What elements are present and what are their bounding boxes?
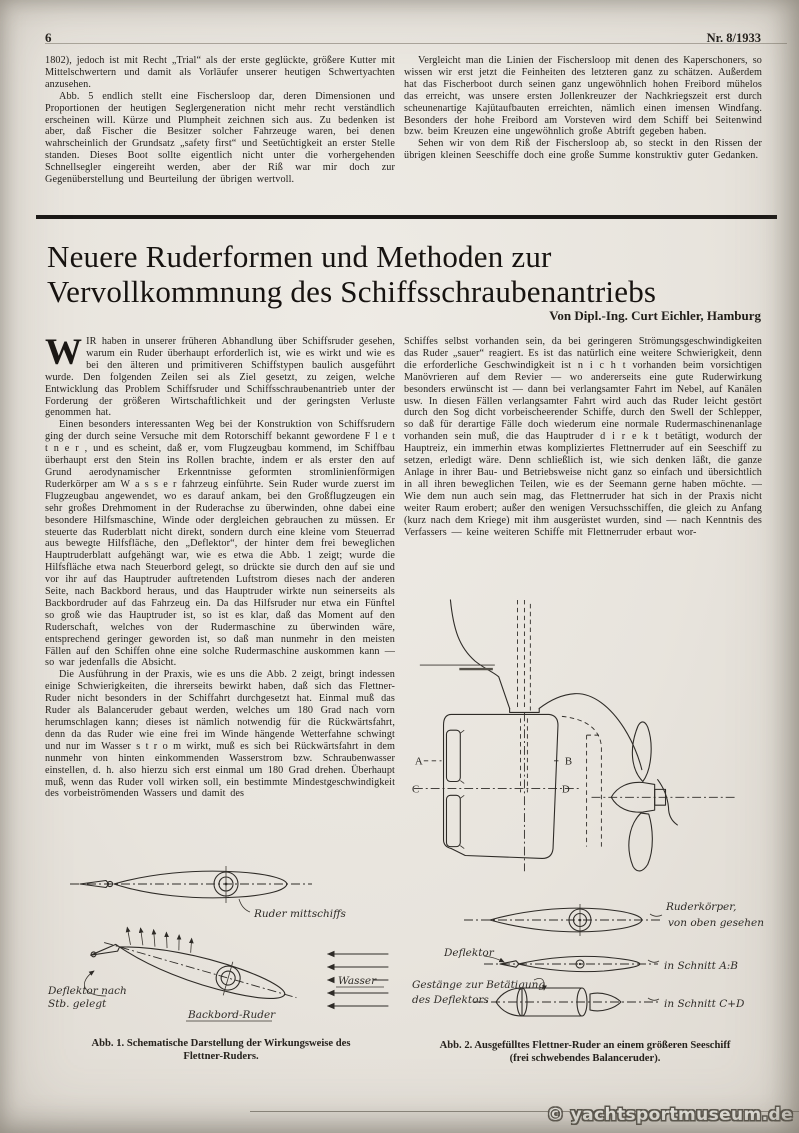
fig1-label-ruder-mittschiffs: Ruder mittschiffs <box>254 908 346 920</box>
fig2-label-ruderkoerper-line1: Ruderkörper, <box>666 901 737 913</box>
fig1-label-backbord-ruder: Backbord-Ruder <box>188 1009 276 1021</box>
fig2-letter-d: D <box>561 783 570 796</box>
intro-paragraph: Abb. 5 endlich stellt eine Fischersloop dar, deren Dimensionen und Proportionen der heutigen Seglergeneration nicht mehr recht verständlich erscheinen will. Kürze und Plumpheit zeichnen sich aus. Zu bedenken ist aber, daß Fischer die Besitzer solcher Fahrzeuge waren, bei denen wahrscheinlich der Grundsatz „safety first“ und Seetüchtigkeit an erster Stelle standen. Dieses Boot sollte eigentlich nicht unter die vorhergehenden Schnellsegler eingereiht werden, aber der Riß war mir doch zur Gegenüberstellung und Beurteilung der übrigen wertvoll. <box>45 90 395 186</box>
article-column-left <box>45 336 395 858</box>
fig1-label-deflektor-line2: Stb. gelegt <box>48 998 107 1010</box>
intro-paragraph: 1802), jedoch ist mit Recht „Trial“ als der erste geglückte, größere Kutter mit Mittelschwertern und damit als Vorläufer unserer heutigen Schwertyachten anzusehen. <box>45 55 395 90</box>
fig2-rudder-sections <box>404 890 778 1038</box>
figure-2-caption: Abb. 2. Ausgefülltes Flettner-Ruder an einem größeren Seeschiff (frei schwebendes Balanceruder). <box>439 1040 731 1064</box>
article-paragraph: WIR haben in unserer früheren Abhandlung über Schiffsruder gesehen, warum ein Ruder überhaupt erforderlich ist, wie es wirkt und wie es bei den älteren und primitiveren Schiffstypen baulich ausgeführt wurde. Den folgenden Zeilen sei als Ziel gesetzt, zu zeigen, welche Entwicklung das Problem Schiffsruder und Schiffsschraubenantrieb unter der Forderung der größeren Wirtschaftlichkeit und der geringsten Verluste genommen hat. <box>45 336 395 419</box>
watermark: © yachtsportmuseum.de <box>546 1105 793 1125</box>
fig2-hull-outline <box>420 600 678 825</box>
fig2-propeller <box>611 722 665 871</box>
article-paragraph: Einen besonders interessanten Weg bei der Konstruktion von Schiffsrudern ging der durch seine Versuche mit dem Rotorschiff bekannt gewordene F l e t t n e r , und es scheint, daß er, vom Flugzeugbau kommend, im Schiffbau überhaupt erst den Stein ins Rollen brachte, indem er als erster den auf Grund aerodynamischer Erkenntnisse geformten stromlinienförmigen Ruderkörper am W a s s e r fahrzeug einführte. Sein Ruder wurde zuerst im Flugzeugbau angewendet, wo es darauf ankam, bei den Großflugzeugen ein sehr großes Drehmoment in der Ruderachse zu überwinden, ohne dabei eine besondere Hilfsmaschine, Winde oder dergleichen gebrauchen zu müssen. Er steuerte das Ruderblatt nicht direkt, sondern durch eine kleine vom Steuerrad aus bewegte Hilfsfläche, den „Deflektor“, der hinter dem frei beweglichen Hauptruderblatt aufgehängt war, wie es etwa die Abb. 1 zeigt; wurde die Hilfsfläche etwa nach Steuerbord gelegt, so drückte sie durch den auf sie und vor ihr auf das Hauptruder auftretenden Luftstrom dieses nach der anderen Seite, nach Backbord heraus, und das Hauptruder wirkte nun seinerseits als Backbordruder auf das Fahrzeug ein. Da das Hilfsruder nur etwa ein Fünftel so groß wie das Hauptruder ist, so ist es klar, daß das Moment auf den Ruderschaft, welches von der Rudermaschine zu überwinden wäre, entsprechend geringer geworden ist, so daß man nunmehr in den meisten Fällen auf den Schiffen ohne eine solche Rudermaschine auskommen kann — so war jedenfalls die Absicht. <box>45 419 395 669</box>
article-title-line2: Vervollkommnung des Schiffsschraubenantriebs <box>47 274 657 309</box>
article-column-right <box>404 336 762 602</box>
fig2-section-cd <box>412 978 745 1016</box>
fig1-flettner-rudder-schematic <box>42 854 402 1036</box>
fig2-section-ab <box>443 947 738 972</box>
fig2-letter-c: C <box>411 783 420 796</box>
fig1-label-deflektor-line1: Deflektor nach <box>48 985 127 997</box>
article-paragraph: Schiffes selbst vorhanden sein, da bei geringeren Strömungsgeschwindigkeiten das Ruder „sauer“ reagiert. Es ist das natürlich eine weitere Schwierigkeit, denn die erforderliche Geschwindigkeit ist n i c h t vorhanden beim vorsichtigen Manövrieren auf dem Revier — wo andererseits eine gute Ruderwirkung besonders erwünscht ist — dann bei verlangsamter Fahrt im Nebel, auf Kanälen usw. In diesen Fällen verlangsamter Fahrt wird auch das Ruder leicht gestört durch den Sog dicht vorbeischeerender Schiffe, durch den Swell der Schlepper, so daß für derartige Fälle doch wiederum eine normale Rudermaschinenanlage vorhanden sein muß, die das Hauptruder d i r e k t betätigt, wodurch der Hauptreiz, ein immerhin etwas kompliziertes Flettnerruder auf ein Seeschiff zu setzen, erledigt wäre. Denn schließlich ist, wie sich denken läßt, die ganze Anlage in ihrer Bau- und Betriebsweise nicht ganz so einfach und übersichtlich in all ihren beweglichen Teilen, wie es der Seemann gerne haben möchte. — Wie dem nun auch sein mag, das Flettnerruder hat sich in der Praxis nicht weiter Raum erobert; außer den wenigen Versuchsschiffen, die gleich zu Anfang (kurz nach dem Kriege) mit ihm ausgerüstet wurden, sind — nach Kenntnis des Verfassers — keine weiteren Schiffe mit Flettnerruder erbaut wor- <box>404 336 762 538</box>
figure-2-section-views <box>404 890 778 1038</box>
figure-1-drawing <box>42 854 402 1036</box>
intro-paragraph: Vergleicht man die Linien der Fischersloop mit denen des Kaperschoners, so wissen wir erst jetzt die Feinheiten des letzteren ganz zu schätzen. Außerdem hat das Fischerboot durch seinen ganz ungewöhnlich hohen Freibord mühelos das erreicht, was unsere ersten Jollenkreuzer der Nachkriegszeit erst durch scheunenartige Kajütaufbauten erreichten, nämlich einen imensen Windfang. Besonders der hohe Freibord am Vorsteven wird dem Schiff bei Seitenwind bzw. beim Kreuzen eine ungewöhnlich große Abtrift gegeben haben. <box>404 55 762 138</box>
article-title <box>47 239 787 309</box>
figure-1-caption: Abb. 1. Schematische Darstellung der Wirkungsweise des Flettner-Ruders. <box>91 1038 351 1062</box>
fig2-letter-b: B <box>564 755 573 768</box>
fig2-stern-rudder-propeller <box>408 598 778 890</box>
fig2-rudder-body <box>444 714 558 858</box>
fig2-label-gestaenge-line1: Gestänge zur Betätigung <box>412 979 546 991</box>
article-title-line1: Neuere Ruderformen und Methoden zur <box>47 239 552 274</box>
fig1-rudder-midships <box>70 866 347 920</box>
fig2-label-deflektor: Deflektor <box>444 947 494 959</box>
fig2-label-schnitt-ab: in Schnitt A:B <box>664 960 739 972</box>
article-paragraph: Die Ausführung in der Praxis, wie es uns die Abb. 2 zeigt, bringt indessen einige Schwierigkeiten, die ihrerseits bewirkt haben, daß sich das Flettner-Ruder nicht besonders in der Schiffahrt durchgesetzt hat. Einmal muß das Ruder als Balanceruder gebaut werden, welches um 180 Grad nach vorn herumschlagen kann; dieses ist nämlich notwendig für die Rückwärtsfahrt, denn da das Ruder wie eine frei im Winde hängende Wetterfahne schwingt und nur im Wasser s t r o m wirkt, muß es sich bei Rückwärtsfahrt in dem nunmehr von hinten einkommenden Wasserstrom bzw. Schraubenwasser einstellen, d. h. also hierzu sich erst einmal um 180 Grad drehen. Überhaupt muß, wenn das Ruder voll wirken soll, ein bestimmte Mindestgeschwindigkeit des vorbeiströmenden Wassers und damit des <box>45 669 395 800</box>
page-number: 6 <box>45 30 52 45</box>
fig1-label-wasser: Wasser <box>338 975 377 987</box>
article-byline: Von Dipl.-Ing. Curt Eichler, Hamburg <box>549 308 761 323</box>
intro-paragraph: Sehen wir von dem Riß der Fischersloop ab, so steckt in den Rissen der übrigen kleinen Seeschiffe doch eine große Summe konstruktiv guter Gedanken. <box>404 138 762 162</box>
figure-2-stern-drawing <box>408 598 778 890</box>
fig2-label-gestaenge-line2: des Deflektors <box>412 994 489 1006</box>
issue-number: Nr. 8/1933 <box>706 31 761 45</box>
fig2-section-topview <box>464 901 764 936</box>
drop-cap: W <box>45 336 83 373</box>
fig2-label-ruderkoerper-line2: von oben gesehen <box>668 917 764 929</box>
fig2-letter-a: A <box>414 755 423 768</box>
section-divider-rule <box>36 215 777 219</box>
fig1-water-flow-arrows <box>328 954 388 1006</box>
intro-column-left <box>45 55 395 217</box>
fig1-rudder-deflected <box>88 912 304 1015</box>
fig1-deflektor-callout <box>47 971 127 1010</box>
header-rule <box>45 43 787 44</box>
intro-column-right <box>404 55 762 217</box>
fig2-label-schnitt-cd: in Schnitt C+D <box>664 998 745 1010</box>
